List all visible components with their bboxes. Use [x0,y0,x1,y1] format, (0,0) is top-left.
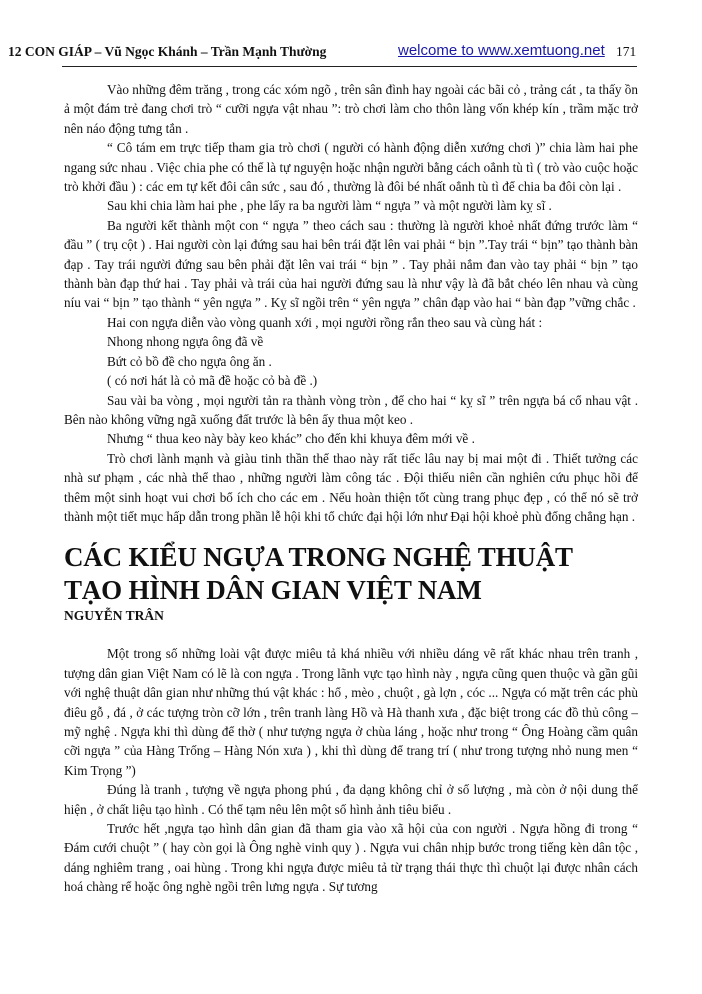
paragraph: Sau vài ba vòng , mọi người tản ra thành vòng tròn , để cho hai “ kỵ sĩ ” trên ngựa bá cổ nhau vật . Bên nào không vững ngã xuống đất trước là bên ấy thua một keo . [64,392,638,427]
header-divider [62,66,637,67]
paragraph: Một trong số những loài vật được miêu tả khá nhiều với nhiều dáng vẽ rất khác nhau trên tranh , tượng dân gian Việt Nam có lẽ là con ngựa . Trong lãnh vực tạo hình này , ngựa cũng quen thuộc và gần gũi với nghệ thuật dân gian như những thú vật khác : hổ , mèo , chuột , gà lợn , cóc ... Ngựa có mặt trên các phù điêu gỗ , đá , ở các tượng tròn cỡ lớn , trên tranh làng Hồ và Hà thanh xưa , đặc biệt trong các đồ thủ công – mỹ nghệ . Ngựa khi thì dùng để thờ ( như tượng ngựa ở chùa láng , hoặc như trong “ Ông Hoàng cầm quân cỡi ngựa ” của Hàng Trống – Hàng Nón xưa ) , khi thì dùng để trang trí ( như trong tượng nhỏ nung men “ Kim Trọng ”) [64,646,638,778]
article-title [64,541,638,607]
article-title-line: CÁC KIỂU NGỰA TRONG NGHỆ THUẬT [64,542,573,573]
paragraph: Trò chơi lành mạnh và giàu tinh thần thể thao này rất tiếc lâu nay bị mai một đi . Thiết tưởng các nhà sư phạm , các nhà thể thao , những người làm công tác . Đội thiếu niên cần nghiên cứu phục hồi để thêm một sinh hoạt vui chơi bổ ích cho các em . Nếu hoàn thiện tốt cùng trang phục đẹp , có thể nó sẽ trở thành một tiết mục hấp dẫn trong phần lễ hội khi tổ chức đại hội lớn như Đại hội khoẻ phù đổng chẳng hạn . [64,450,638,524]
paragraph: Nhưng “ thua keo này bày keo khác” cho đến khi khuya đêm mới về . [107,431,475,447]
page-number: 171 [616,44,637,59]
paragraph: Sau khi chia làm hai phe , phe lấy ra ba người làm “ ngựa ” và một người làm kỵ sĩ . [107,198,552,214]
paragraph: Trước hết ,ngựa tạo hình dân gian đã tham gia vào xã hội của con người . Ngựa hồng đi trong “ Đám cưới chuột ” ( hay còn gọi là Ông nghè vinh quy ) . Ngựa vui chân nhịp bước trong tiếng kèn dân tộc , dáng nghiêm trang , oai hùng . Trong khi ngựa được miêu tả từ trạng thái thực thì chuột lại được nhân cách hoá chàng rể hoặc ông nghè ngồi trên lưng ngựa . Sự tương [64,821,638,895]
running-header-title: 12 CON GIÁP – Vũ Ngọc Khánh – Trần Mạnh Thường [8,44,327,59]
page-body [64,80,638,897]
article-title-line: TẠO HÌNH DÂN GIAN VIỆT NAM [64,575,482,606]
paragraph: Ba người kết thành một con “ ngựa ” theo cách sau : thường là người khoẻ nhất đứng trước làm “ đầu ” ( trụ cột ) . Hai người còn lại đứng sau hai bên trái đặt lên vai phải “ bịn ”.Tay trái “ bịn” tạo thành bàn đạp . Tay trái người đứng sau bên phải đặt lên vai trái “ bịn ” . Tay phải nắm đan vào tay phải “ bịn ” tạo thành bàn đạp thứ hai . Tay phải và trái của hai người đứng sau là như vậy là đã bắt chéo lên nhau và cùng níu vai “ bịn ” tạo thành “ yên ngựa ” . Kỵ sĩ ngồi trên “ yên ngựa ” chân đạp vào hai “ bàn đạp ”vững chắc . [64,217,638,311]
paragraph: Đúng là tranh , tượng về ngựa phong phú , đa dạng không chỉ ở số lượng , mà còn ở nội dung thể hiện , ở chất liệu tạo hình . Có thể tạm nêu lên một số hình ảnh tiêu biểu . [64,782,638,817]
page-header [8,40,648,62]
paragraph: “ Cô tám em trực tiếp tham gia trò chơi ( người có hành động diễn xướng chơi )” chia làm hai phe ngang sức nhau . Việc chia phe có thể là tự nguyện hoặc nhận người bằng cách oẳnh tù tì ( trò vào cuộc hoặc trò khởi đầu ) : các em tự kết đôi cân sức , sau đó , thường là đôi bé nhất oẳnh tù tì để chia ba đôi còn lại . [64,140,638,195]
verse-line: Nhong nhong ngựa ông đã về [107,334,264,350]
verse-note: ( có nơi hát là cỏ mã đề hoặc cỏ bà đề .) [107,373,318,389]
paragraph: Hai con ngựa diễn vào vòng quanh xới , mọi người rồng rắn theo sau và cùng hát : [107,314,543,330]
paragraph: Vào những đêm trăng , trong các xóm ngõ , trên sân đình hay ngoài các bãi cỏ , trảng cát , ta thấy ồn ả một đám trẻ đang chơi trò “ cưỡi ngựa vật nhau ”: trò chơi làm cho thôn làng vốn khép kín , trầm mặc trở nên náo động tưng tắn . [64,82,638,136]
website-link[interactable]: welcome to www.xemtuong.net [398,42,605,59]
article-author: NGUYỄN TRÂN [64,608,164,624]
verse-line: Bứt cỏ bồ đề cho ngựa ông ăn . [107,353,272,369]
